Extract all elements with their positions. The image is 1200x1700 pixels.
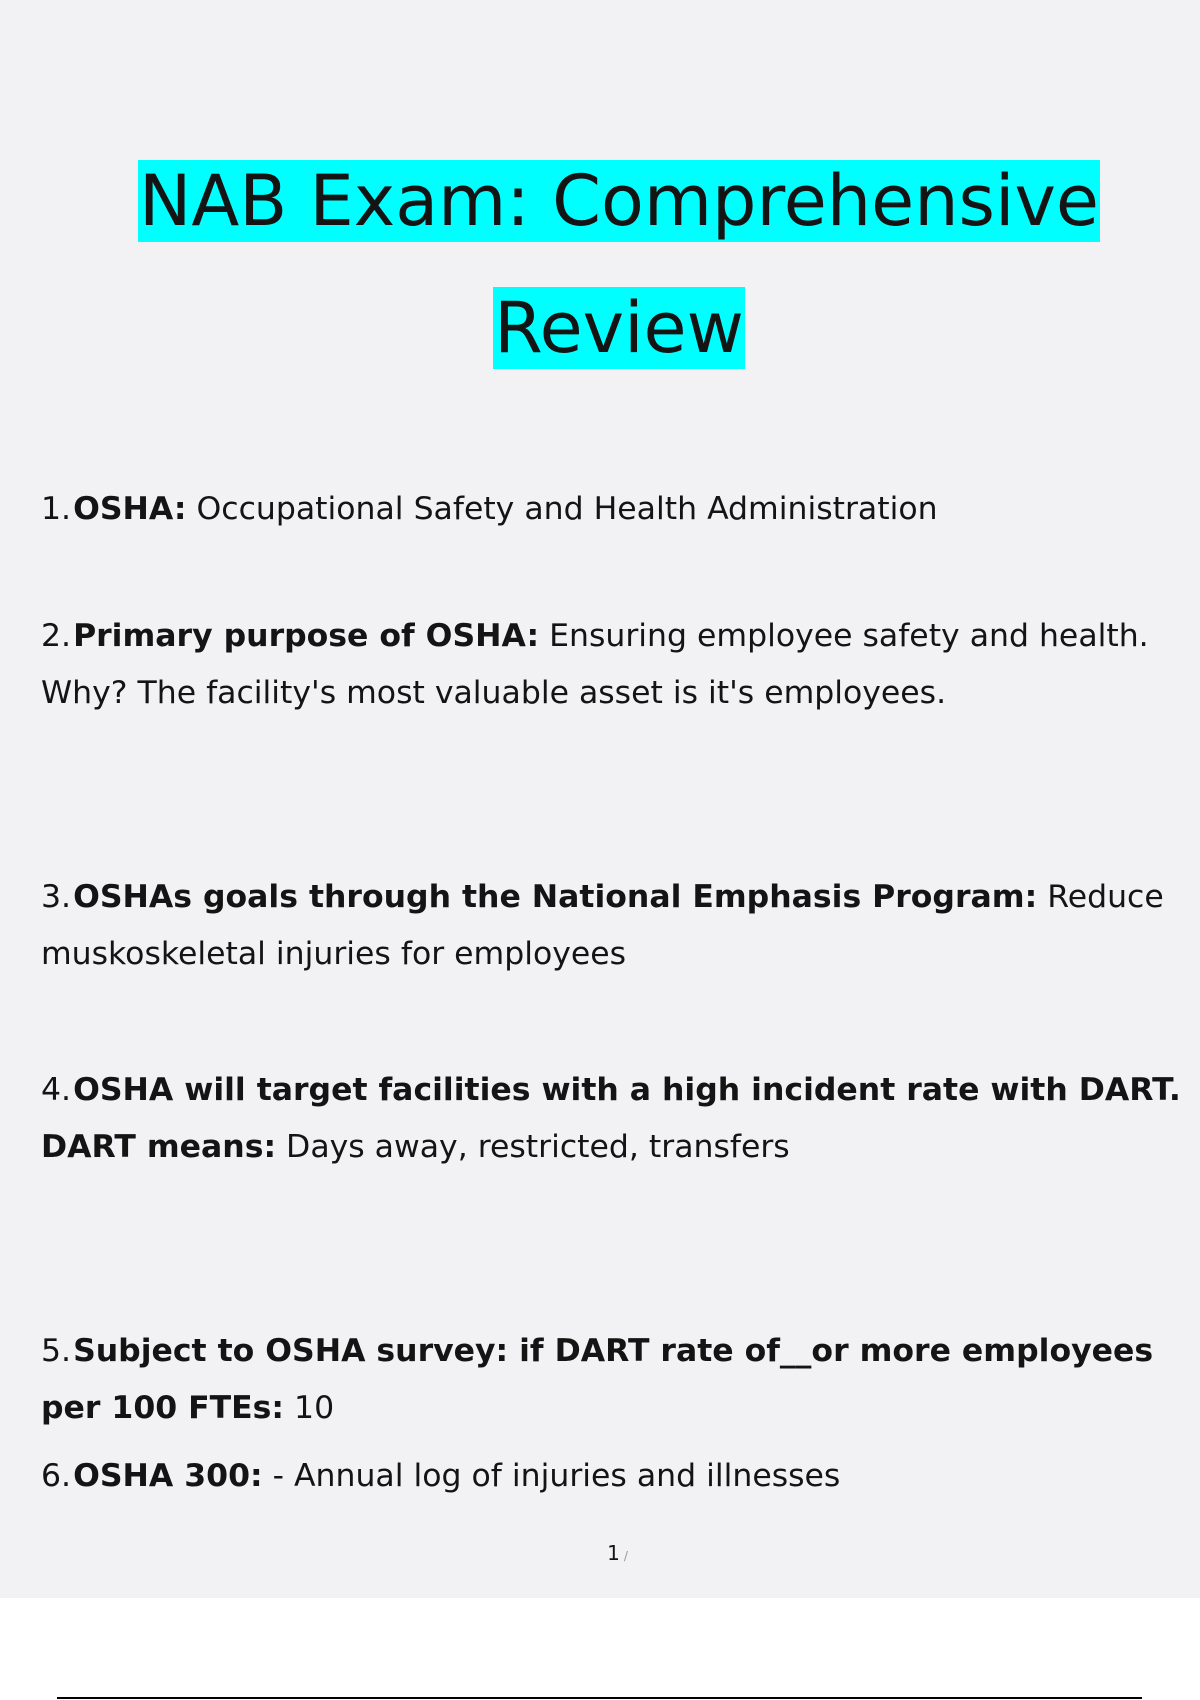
document-title bbox=[0, 138, 1200, 392]
question-item-6 bbox=[41, 1448, 1186, 1505]
question-item-2 bbox=[41, 608, 1186, 722]
question-answer: Days away, restricted, transfers bbox=[276, 1129, 790, 1165]
question-term: OSHA: bbox=[73, 491, 187, 527]
page-number-value: 1 bbox=[607, 1541, 620, 1565]
question-answer: Occupational Safety and Health Administration bbox=[186, 491, 938, 527]
question-item-5 bbox=[41, 1323, 1186, 1437]
question-number: 3. bbox=[41, 879, 72, 915]
question-item-3 bbox=[41, 869, 1186, 983]
question-number: 2. bbox=[41, 618, 72, 654]
question-answer: Ensuring employee safety and health. Why? The facility's most valuable asset is it's employees. bbox=[41, 618, 1149, 711]
question-number: 6. bbox=[41, 1458, 72, 1494]
question-number: 1. bbox=[41, 491, 72, 527]
next-page-divider bbox=[57, 1697, 1142, 1699]
question-term: OSHA will target facilities with a high incident rate with DART. DART means: bbox=[41, 1072, 1181, 1165]
question-answer: 10 bbox=[284, 1390, 335, 1426]
question-term: OSHA 300: bbox=[73, 1458, 263, 1494]
question-term: OSHAs goals through the National Emphasis Program: bbox=[73, 879, 1038, 915]
page-number-separator: / bbox=[623, 1549, 628, 1563]
question-item-4 bbox=[41, 1062, 1186, 1176]
question-number: 5. bbox=[41, 1333, 72, 1369]
question-answer: - Annual log of injuries and illnesses bbox=[262, 1458, 841, 1494]
document-title-line-2: Review bbox=[494, 287, 744, 369]
question-term: Subject to OSHA survey: if DART rate of__or more employees per 100 FTEs: bbox=[41, 1333, 1154, 1426]
question-answer: Reduce muskoskeletal injuries for employees bbox=[41, 879, 1164, 972]
question-item-1 bbox=[41, 481, 1186, 538]
document-title-line-1: NAB Exam: Comprehensive bbox=[139, 160, 1099, 242]
question-number: 4. bbox=[41, 1072, 72, 1108]
page-number bbox=[0, 1540, 1200, 1569]
question-term: Primary purpose of OSHA: bbox=[73, 618, 540, 654]
